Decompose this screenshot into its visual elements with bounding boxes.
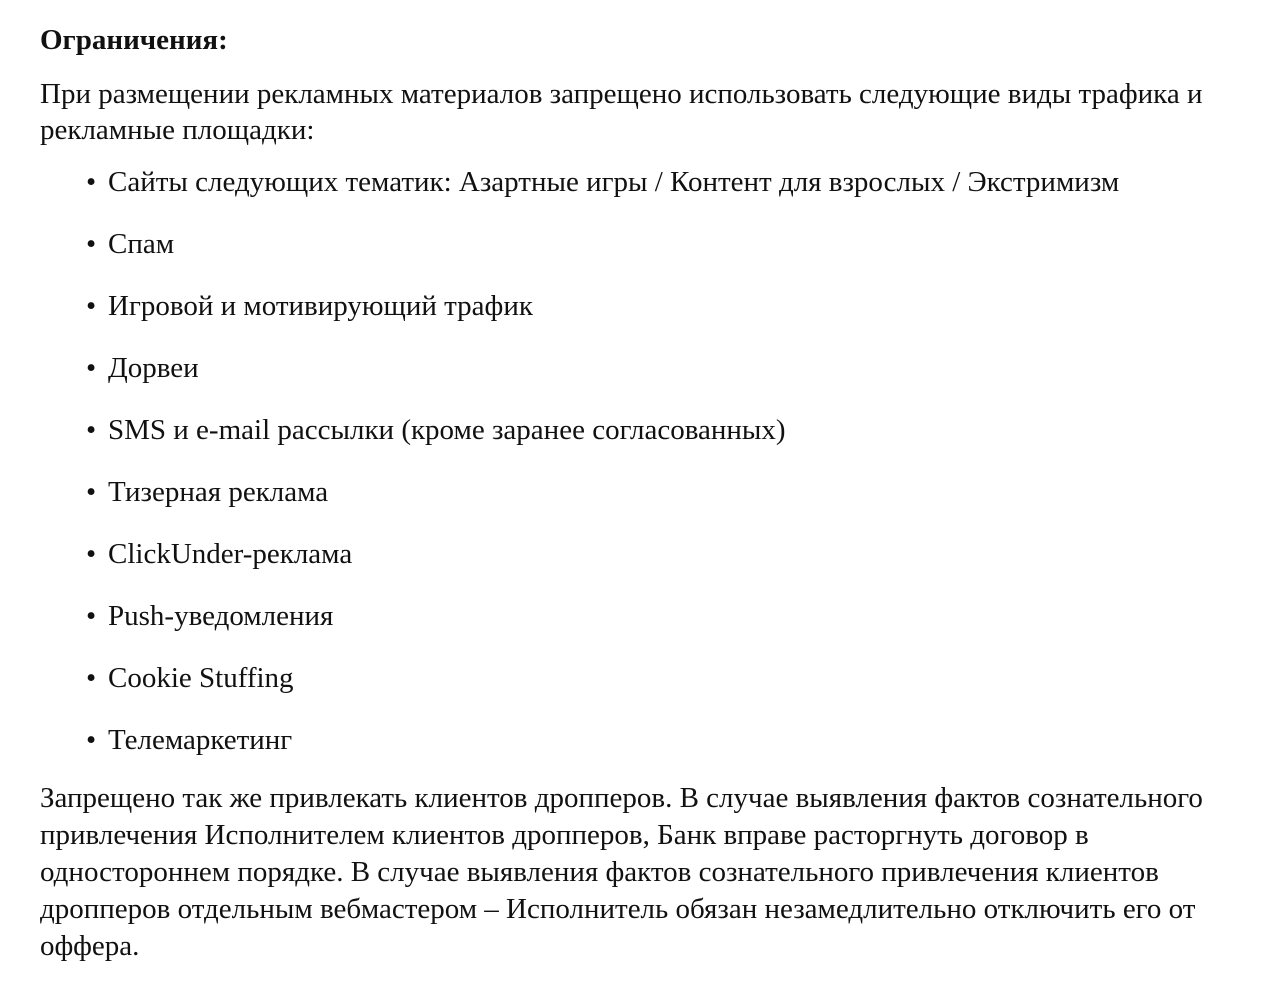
- document-body: [40, 22, 1260, 965]
- list-item-text: Спам: [108, 228, 175, 260]
- list-item: [86, 536, 1260, 572]
- bullet-icon: •: [86, 414, 97, 446]
- bullet-icon: •: [86, 228, 97, 260]
- closing-paragraph: Запрещено так же привлекать клиентов дропперов. В случае выявления фактов сознательного привлечения Исполнителем клиентов дропперов, Банк вправе расторгнуть договор в одностороннем порядке. В случае выявления фактов сознательного привлечения клиентов дропперов отдельным вебмастером – Исполнитель обязан незамедлительно отключить его от оффера.: [40, 782, 1203, 962]
- bullet-icon: •: [86, 662, 97, 694]
- list-item: [86, 412, 1260, 448]
- list-item-text: Cookie Stuffing: [108, 662, 294, 694]
- bullet-icon: •: [86, 290, 97, 322]
- list-item-text: Игровой и мотивирующий трафик: [108, 290, 533, 322]
- section-heading: Ограничения:: [40, 24, 228, 56]
- bullet-icon: •: [86, 352, 97, 384]
- list-item-text: Дорвеи: [108, 352, 199, 384]
- list-item: [86, 474, 1260, 510]
- bullet-icon: •: [86, 476, 97, 508]
- list-item-text: Push-уведомления: [108, 600, 334, 632]
- list-item-text: SMS и e-mail рассылки (кроме заранее согласованных): [108, 414, 786, 446]
- list-item-text: Сайты следующих тематик: Азартные игры / Контент для взрослых / Экстримизм: [108, 166, 1120, 198]
- list-item: [86, 598, 1260, 634]
- intro-paragraph: При размещении рекламных материалов запрещено использовать следующие виды трафика и рекламные площадки:: [40, 78, 1203, 146]
- bullet-icon: •: [86, 538, 97, 570]
- bullet-icon: •: [86, 724, 97, 756]
- bullet-icon: •: [86, 600, 97, 632]
- list-item: [86, 722, 1260, 758]
- bullet-icon: •: [86, 166, 97, 198]
- list-item: [86, 350, 1260, 386]
- restrictions-list: [40, 164, 1260, 758]
- list-item: [86, 660, 1260, 696]
- list-item-text: ClickUnder-реклама: [108, 538, 353, 570]
- list-item-text: Телемаркетинг: [108, 724, 293, 756]
- list-item-text: Тизерная реклама: [108, 476, 329, 508]
- list-item: [86, 288, 1260, 324]
- list-item: [86, 226, 1260, 262]
- list-item: [86, 164, 1260, 200]
